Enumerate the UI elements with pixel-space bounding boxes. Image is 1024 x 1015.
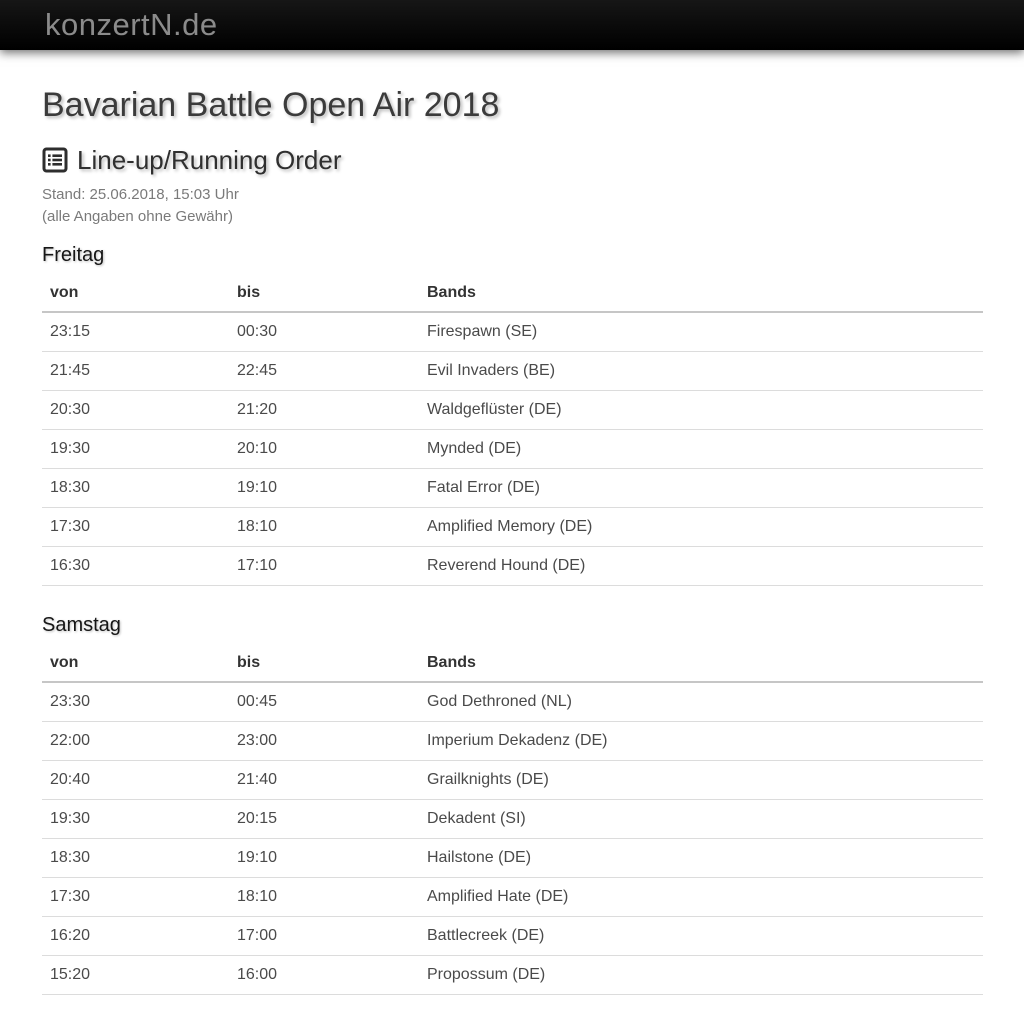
cell-von: 20:40 [42, 761, 229, 800]
cell-band: Mynded (DE) [419, 430, 983, 469]
main-content [0, 86, 1024, 995]
table-row [42, 722, 983, 761]
cell-von: 20:30 [42, 391, 229, 430]
table-row [42, 682, 983, 722]
cell-bis: 00:45 [229, 682, 419, 722]
stand-line: Stand: 25.06.2018, 15:03 Uhr [42, 186, 239, 203]
cell-von: 16:30 [42, 547, 229, 586]
cell-band: Dekadent (SI) [419, 800, 983, 839]
cell-bis: 19:10 [229, 469, 419, 508]
column-header-bis: bis [229, 645, 419, 682]
table-row [42, 469, 983, 508]
cell-bis: 20:10 [229, 430, 419, 469]
cell-bis: 23:00 [229, 722, 419, 761]
cell-band: Firespawn (SE) [419, 312, 983, 352]
cell-band: Waldgeflüster (DE) [419, 391, 983, 430]
cell-band: Amplified Hate (DE) [419, 878, 983, 917]
disclaimer-line: (alle Angaben ohne Gewähr) [42, 208, 233, 225]
cell-von: 19:30 [42, 430, 229, 469]
day-section-freitag [42, 244, 983, 586]
cell-band: Propossum (DE) [419, 956, 983, 995]
cell-band: Grailknights (DE) [419, 761, 983, 800]
cell-von: 19:30 [42, 800, 229, 839]
column-header-bands: Bands [419, 645, 983, 682]
cell-von: 18:30 [42, 469, 229, 508]
cell-bis: 16:00 [229, 956, 419, 995]
section-heading [42, 145, 983, 175]
column-header-bands: Bands [419, 275, 983, 312]
cell-von: 23:30 [42, 682, 229, 722]
table-row [42, 352, 983, 391]
cell-von: 17:30 [42, 508, 229, 547]
column-header-von: von [42, 645, 229, 682]
table-row [42, 917, 983, 956]
cell-von: 18:30 [42, 839, 229, 878]
column-header-von: von [42, 275, 229, 312]
table-row [42, 430, 983, 469]
cell-band: God Dethroned (NL) [419, 682, 983, 722]
table-row [42, 839, 983, 878]
table-row [42, 878, 983, 917]
cell-band: Evil Invaders (BE) [419, 352, 983, 391]
day-heading-freitag: Freitag [42, 244, 105, 266]
cell-bis: 17:00 [229, 917, 419, 956]
cell-bis: 19:10 [229, 839, 419, 878]
cell-band: Hailstone (DE) [419, 839, 983, 878]
cell-von: 22:00 [42, 722, 229, 761]
table-row [42, 547, 983, 586]
table-row [42, 508, 983, 547]
day-section-samstag [42, 614, 983, 995]
cell-von: 17:30 [42, 878, 229, 917]
lineup-table-samstag [42, 645, 983, 995]
table-row [42, 391, 983, 430]
status-text [42, 184, 983, 228]
cell-von: 23:15 [42, 312, 229, 352]
site-header [0, 0, 1024, 50]
table-row [42, 800, 983, 839]
cell-von: 15:20 [42, 956, 229, 995]
cell-von: 16:20 [42, 917, 229, 956]
section-heading-label: Line-up/Running Order [77, 145, 342, 175]
table-row [42, 956, 983, 995]
cell-bis: 00:30 [229, 312, 419, 352]
cell-band: Battlecreek (DE) [419, 917, 983, 956]
cell-band: Amplified Memory (DE) [419, 508, 983, 547]
page-title: Bavarian Battle Open Air 2018 [42, 86, 500, 124]
site-logo[interactable]: konzertN.de [45, 7, 218, 42]
table-header-row [42, 275, 983, 312]
column-header-bis: bis [229, 275, 419, 312]
cell-band: Reverend Hound (DE) [419, 547, 983, 586]
cell-bis: 21:40 [229, 761, 419, 800]
cell-bis: 21:20 [229, 391, 419, 430]
table-row [42, 312, 983, 352]
cell-bis: 20:15 [229, 800, 419, 839]
lineup-table-freitag [42, 275, 983, 586]
day-heading-samstag: Samstag [42, 614, 121, 636]
cell-band: Imperium Dekadenz (DE) [419, 722, 983, 761]
cell-bis: 17:10 [229, 547, 419, 586]
table-header-row [42, 645, 983, 682]
cell-bis: 18:10 [229, 878, 419, 917]
cell-bis: 18:10 [229, 508, 419, 547]
table-row [42, 761, 983, 800]
list-icon [42, 147, 68, 173]
cell-bis: 22:45 [229, 352, 419, 391]
cell-band: Fatal Error (DE) [419, 469, 983, 508]
cell-von: 21:45 [42, 352, 229, 391]
